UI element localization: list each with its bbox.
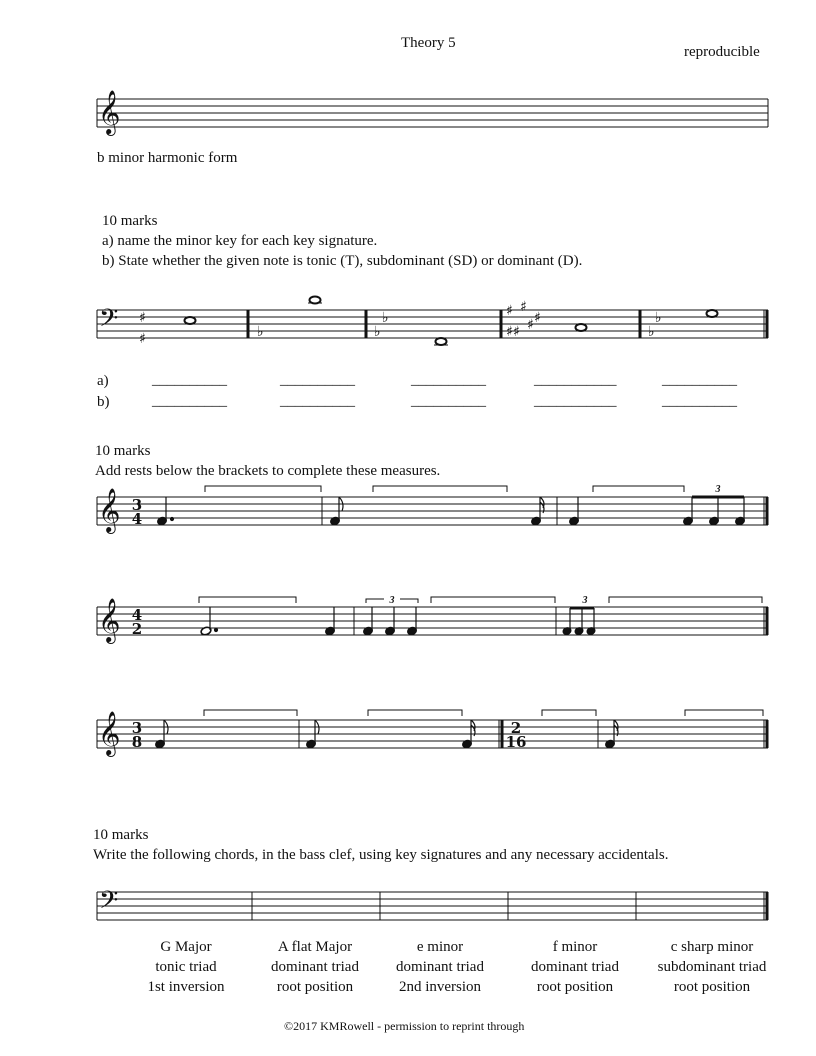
rest-staff-1 bbox=[97, 486, 768, 525]
time-signature-bottom: 4 bbox=[131, 510, 143, 528]
time-signature-bottom: 8 bbox=[131, 733, 143, 751]
chord-label bbox=[380, 937, 500, 997]
rest-staff-3 bbox=[97, 710, 768, 748]
sharp-icon: ♯ bbox=[139, 310, 146, 326]
answer-blank-b[interactable]: __________ bbox=[411, 393, 486, 409]
rest-section-marks: 10 marks bbox=[95, 443, 151, 459]
triplet-beam-1 bbox=[692, 497, 744, 520]
triplet-mark: 3 bbox=[389, 595, 395, 606]
row-a-label: a) bbox=[97, 373, 109, 389]
chord-position: root position bbox=[276, 979, 354, 995]
scale-caption: b minor harmonic form bbox=[97, 150, 238, 166]
chord-label bbox=[644, 937, 780, 997]
chord-label bbox=[515, 937, 635, 997]
sharp-icon: ♯ bbox=[513, 324, 520, 340]
answer-blank-b[interactable]: __________ bbox=[280, 393, 355, 409]
rhythm-notes bbox=[155, 497, 746, 749]
answer-blank-a[interactable]: __________ bbox=[662, 372, 737, 388]
chord-key: c sharp minor bbox=[670, 939, 754, 955]
chord-key: A flat Major bbox=[277, 939, 353, 955]
chord-type: dominant triad bbox=[531, 959, 619, 975]
treble-clef-icon: 𝄞 bbox=[98, 90, 121, 134]
chord-type: dominant triad bbox=[396, 959, 484, 975]
treble-clef-icon: 𝄞 bbox=[98, 598, 121, 642]
time-signature-top: 3 bbox=[131, 496, 143, 514]
treble-clef-icon: 𝄞 bbox=[98, 488, 121, 532]
key-section-marks: 10 marks bbox=[102, 213, 158, 229]
answer-blank-a[interactable]: __________ bbox=[411, 372, 486, 388]
time-signature-top: 4 bbox=[131, 606, 143, 624]
chord-position: root position bbox=[673, 979, 751, 995]
flat-icon: ♭ bbox=[257, 324, 264, 340]
key-signature-staff bbox=[97, 303, 768, 345]
chord-position: 2nd inversion bbox=[398, 979, 482, 995]
sharp-icon: ♯ bbox=[139, 331, 146, 347]
treble-clef-icon: 𝄞 bbox=[98, 711, 121, 755]
chord-staff bbox=[97, 892, 768, 920]
chord-key: e minor bbox=[416, 939, 464, 955]
row-b-label: b) bbox=[97, 394, 110, 410]
flat-icon: ♭ bbox=[655, 310, 662, 326]
flat-icon: ♭ bbox=[382, 310, 389, 326]
chord-type: subdominant triad bbox=[657, 959, 767, 975]
flat-icon: ♭ bbox=[648, 324, 655, 340]
flat-icon: ♭ bbox=[374, 324, 381, 340]
key-instruction-b: b) State whether the given note is tonic (T), subdominant (SD) or dominant (D). bbox=[102, 253, 583, 269]
chord-instruction: Write the following chords, in the bass clef, using key signatures and any necessary accidentals. bbox=[93, 847, 669, 863]
chord-section-marks: 10 marks bbox=[93, 827, 149, 843]
bass-clef-icon: 𝄢 bbox=[99, 886, 119, 921]
copyright-footer: ©2017 KMRowell - permission to reprint through bbox=[284, 1019, 525, 1033]
chord-label bbox=[255, 937, 375, 997]
chord-key: G Major bbox=[160, 939, 212, 955]
answer-blank-b[interactable]: __________ bbox=[662, 393, 737, 409]
key-instruction-a: a) name the minor key for each key signature. bbox=[102, 233, 378, 249]
sharp-icon: ♯ bbox=[520, 299, 527, 315]
chord-key: f minor bbox=[552, 939, 598, 955]
time-signature-bottom: 16 bbox=[505, 733, 527, 751]
bass-clef-icon: 𝄢 bbox=[99, 304, 119, 339]
answer-blank-a[interactable]: __________ bbox=[280, 372, 355, 388]
answer-blank-a[interactable]: ___________ bbox=[534, 372, 617, 388]
sharp-icon: ♯ bbox=[506, 303, 513, 319]
answer-blank-b[interactable]: ___________ bbox=[534, 393, 617, 409]
chord-type: dominant triad bbox=[271, 959, 359, 975]
sharp-icon: ♯ bbox=[534, 310, 541, 326]
reproducible-note: reproducible bbox=[684, 44, 760, 60]
chord-position: 1st inversion bbox=[147, 979, 225, 995]
time-signature-bottom: 2 bbox=[131, 620, 143, 638]
answer-blank-a[interactable]: __________ bbox=[152, 372, 227, 388]
answer-blank-b[interactable]: __________ bbox=[152, 393, 227, 409]
sharp-icon: ♯ bbox=[506, 324, 513, 340]
triplet-mark: 3 bbox=[715, 484, 721, 495]
time-signature-top: 2 bbox=[510, 719, 522, 737]
sharp-icon: ♯ bbox=[527, 317, 534, 333]
page-title: Theory 5 bbox=[401, 35, 456, 51]
rest-instruction: Add rests below the brackets to complete these measures. bbox=[95, 463, 441, 479]
chord-type: tonic triad bbox=[155, 959, 217, 975]
triplet-mark: 3 bbox=[582, 595, 588, 606]
rest-staff-2 bbox=[97, 597, 768, 635]
chord-position: root position bbox=[536, 979, 614, 995]
chord-label bbox=[126, 937, 246, 997]
time-signature-top: 3 bbox=[131, 719, 143, 737]
scale-staff bbox=[97, 99, 768, 127]
